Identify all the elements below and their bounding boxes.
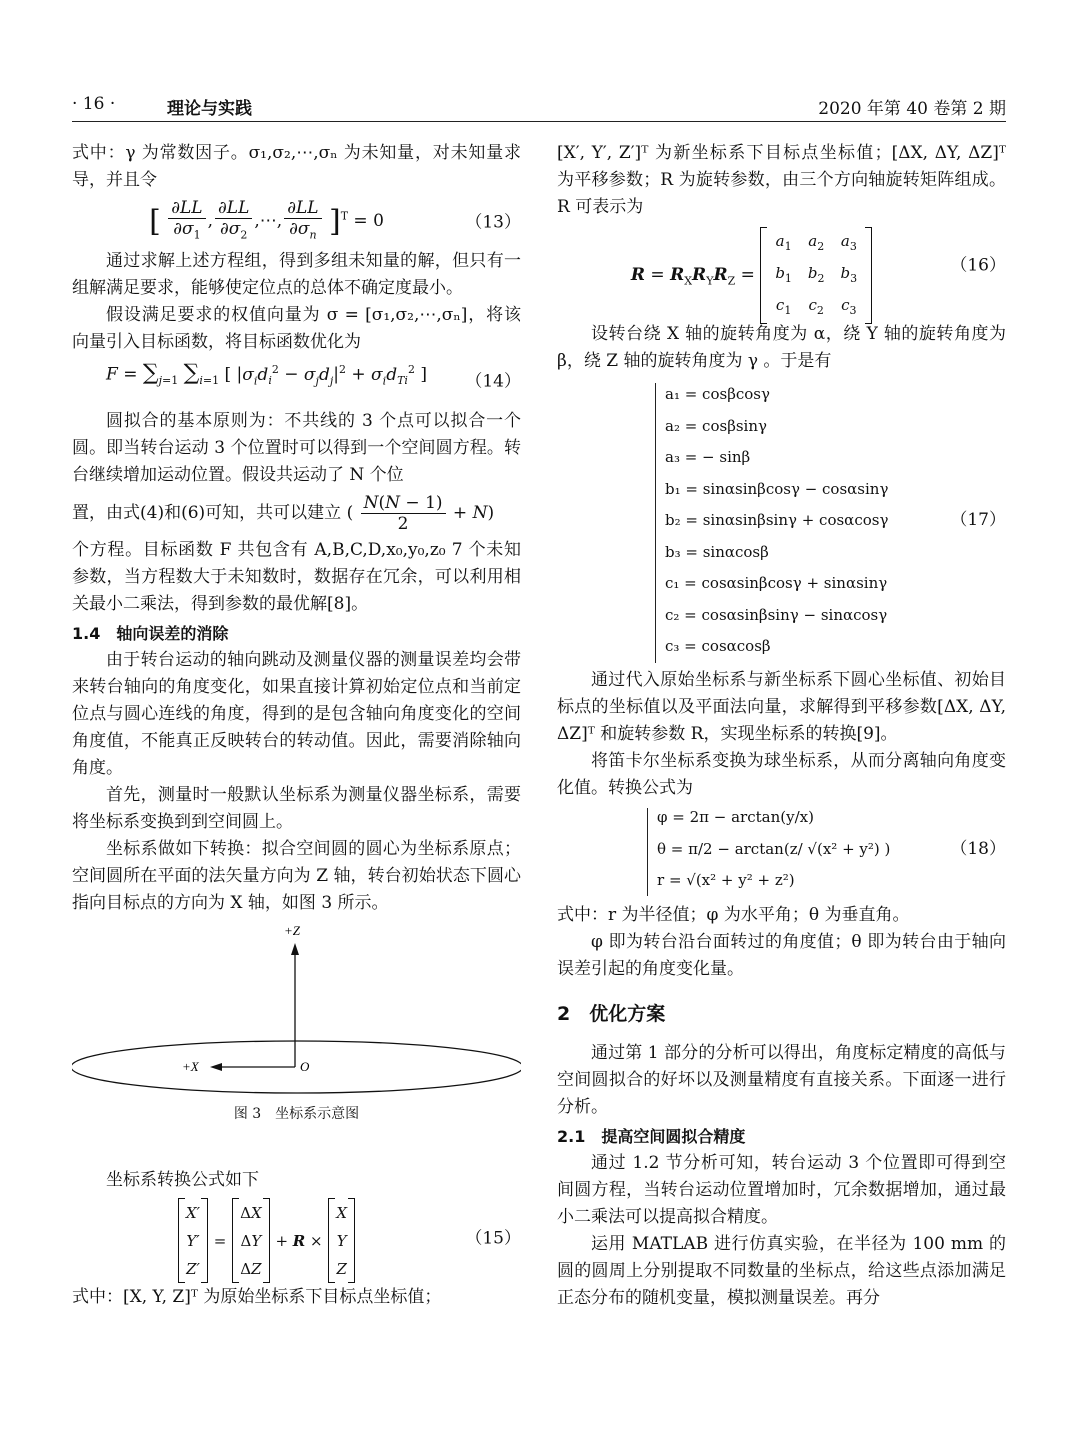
equation-line: b₃ = sinαcosβ: [665, 542, 769, 561]
z-arrowhead: [291, 943, 299, 955]
equation-line: θ = π/2 − arctan(z/ √(x² + y²) ): [657, 839, 891, 858]
paragraph: 通过代入原始坐标系与新坐标系下圆心坐标值、初始目标点的坐标值以及平面法向量，求解得到平移参数[ΔX, ΔY, ΔZ]ᵀ 和旋转参数 R，实现坐标系的转换[9]。: [557, 670, 1006, 744]
paragraph: 个方程。目标函数 F 共包含有 A,B,C,D,x₀,y₀,z₀ 7 个未知参数，当方程数大于未知数时，数据存在冗余，可以利用相关最小二乘法，得到参数的最优解[8]。: [72, 540, 521, 614]
paragraph: 圆拟合的基本原则为：不共线的 3 个点可以拟合一个圆。即当转台运动 3 个位置时可以得到一个空间圆方程。转台继续增加运动位置。假设共运动了 N 个位: [72, 411, 521, 485]
equation-line: a₃ = − sinβ: [665, 448, 751, 466]
paragraph: φ 即为转台沿台面转过的角度值；θ 即为转台由于轴向误差引起的角度变化量。: [557, 932, 1006, 979]
equation-line: a₁ = cosβcosγ: [665, 385, 770, 403]
equation-line: φ = 2π − arctan(y/x): [657, 808, 814, 826]
equation-body: $R = R_XR_YR_Z$ = $a_1$ $a_2$ $a_3$ $b_1$ $b_2$ $b_3$ $c_1$ $c_2$ $c_3$: [557, 227, 946, 324]
equation-line: c₃ = cosαcosβ: [665, 637, 771, 655]
paragraph: [X′, Y′, Z′]ᵀ 为新坐标系下目标点坐标值；[ΔX, ΔY, ΔZ]ᵀ 为平移参数；R 为旋转参数，由三个方向轴旋转矩阵组成。R 可表示为: [557, 143, 1006, 217]
figure-3: [72, 917, 521, 1137]
left-column: [72, 140, 521, 1311]
equation-line: a₂ = cosβsinγ: [665, 416, 767, 435]
right-column: [557, 140, 1006, 1312]
equation-line: b₂ = sinαsinβsinγ + cosαcosγ: [665, 511, 889, 529]
equation-number: （14）: [465, 371, 521, 392]
paragraph: 运用 MATLAB 进行仿真实验，在半径为 100 mm 的圆的圆周上分别提取不同数量的坐标点，给这些点添加满足正态分布的随机变量，模拟测量误差。再分: [557, 1234, 1006, 1308]
equation-brace: [655, 383, 656, 663]
paragraph: 式中：γ 为常数因子。σ₁,σ₂,⋯,σₙ 为未知量，对未知量求导，并且令: [72, 143, 521, 190]
equation-18: [557, 802, 1006, 902]
equation-line: r = √(x² + y² + z²): [657, 871, 795, 889]
x-label: +X: [182, 1059, 199, 1074]
equation-number: （15）: [465, 1228, 521, 1249]
page-number: · 16 ·: [72, 94, 116, 114]
equation-lines: [665, 379, 888, 663]
equation-17: [557, 379, 1006, 667]
z-label: +Z: [284, 923, 301, 938]
paragraph: 置，由式(4)和(6)可知，共可以建立 ( $\frac{N(N - 1)}{2}$ + N): [72, 493, 495, 534]
paragraph: 通过 1.2 节分析可知，转台运动 3 个位置即可得到空间圆方程，当转台运动位置增加时，冗余数据增加，通过最小二乘法可以提高拟合精度。: [557, 1153, 1006, 1227]
header-rule: [72, 121, 1006, 122]
issue-info: 2020 年第 40 卷第 2 期: [818, 99, 1006, 119]
equation-line: c₁ = cosαsinβcosγ + sinαsinγ: [665, 574, 888, 592]
equation-14: [72, 356, 521, 408]
section-heading: 2.1 提高空间圆拟合精度: [557, 1127, 746, 1146]
paragraph: 首先，测量时一般默认坐标系为测量仪器坐标系，需要将坐标系变换到到空间圆上。: [72, 785, 521, 832]
circle-ellipse: [72, 1041, 521, 1093]
coordinate-diagram: [72, 917, 521, 1117]
paragraph: 由于转台运动的轴向跳动及测量仪器的测量误差均会带来转台轴向的角度变化，如果直接计算初始定位点和当前定位点与圆心连线的角度，得到的是包含轴向角度变化的空间角度值，不能真正反映转台的转动值。因此，需要消除轴向角度。: [72, 650, 521, 778]
paragraph: 式中：r 为半径值；φ 为水平角；θ 为垂直角。: [557, 905, 910, 925]
equation-line: b₁ = sinαsinβcosγ − cosαsinγ: [665, 479, 889, 498]
origin-label: O: [300, 1059, 310, 1074]
paragraph: 坐标系转换公式如下: [106, 1170, 259, 1190]
paragraph: 坐标系做如下转换：拟合空间圆的圆心为坐标系原点；空间圆所在平面的法矢量方向为 Z 轴，转台初始状态下圆心指向目标点的方向为 X 轴，如图 3 所示。: [72, 839, 521, 913]
equation-body: $F = \sum_{j=1}$ $\sum_{i=1}$ [ $|\sigma_id_i^2 - \sigma_jd_j|^2 + \sigma_id_{Ti}^2$ ]: [106, 360, 427, 388]
x-arrowhead: [210, 1063, 222, 1071]
equation-number: （16）: [950, 255, 1006, 276]
equation-body: [ $\frac{\partial LL}{\partial\sigma_1}$ , $\frac{\partial LL}{\partial\sigma_2}$ ,⋯, $\frac{\partial LL}{\partial\sigma_n}$ ]$^T$ = 0: [149, 198, 384, 242]
equation-number: （17）: [950, 510, 1006, 530]
equation-lines: [657, 802, 890, 897]
paragraph: 通过求解上述方程组，得到多组未知量的解，但只有一组解满足要求，能够使定位点的总体不确定度最小。: [72, 251, 521, 298]
paragraph: 通过第 1 部分的分析可以得出，角度标定精度的高低与空间圆拟合的好坏以及测量精度有直接关系。下面逐一进行分析。: [557, 1043, 1006, 1117]
equation-15: [72, 1194, 521, 1284]
equation-16: [557, 221, 1006, 317]
equation-body: X′ = ΔX + R × X Y′ ΔY Y Z′ ΔZ Z: [72, 1198, 461, 1283]
figure-caption: 图 3 坐标系示意图: [233, 1106, 360, 1122]
equation-line: c₂ = cosαsinβsinγ − sinαcosγ: [665, 605, 888, 624]
paragraph: 将笛卡尔坐标系变换为球坐标系，从而分离轴向角度变化值。转换公式为: [557, 751, 1006, 798]
section-heading: 2 优化方案: [557, 1003, 666, 1025]
section-heading: 1.4 轴向误差的消除: [72, 624, 229, 643]
paragraph: 假设满足要求的权值向量为 σ = [σ₁,σ₂,⋯,σₙ]，将该向量引入目标函数，将目标函数优化为: [72, 305, 521, 352]
equation-number: （13）: [465, 212, 521, 233]
paragraph: 式中：[X, Y, Z]ᵀ 为原始坐标系下目标点坐标值；: [72, 1287, 442, 1307]
paragraph-text: 置，由式(4)和(6)可知，共可以建立: [72, 503, 342, 523]
equation-brace: [647, 808, 648, 896]
paragraph: 设转台绕 X 轴的旋转角度为 α，绕 Y 轴的旋转角度为 β，绕 Z 轴的旋转角度为 γ 。于是有: [557, 324, 1006, 371]
running-header: [72, 94, 1006, 120]
equation-13: [72, 198, 521, 248]
journal-name: 理论与实践: [167, 99, 252, 119]
equation-number: （18）: [950, 839, 1006, 859]
